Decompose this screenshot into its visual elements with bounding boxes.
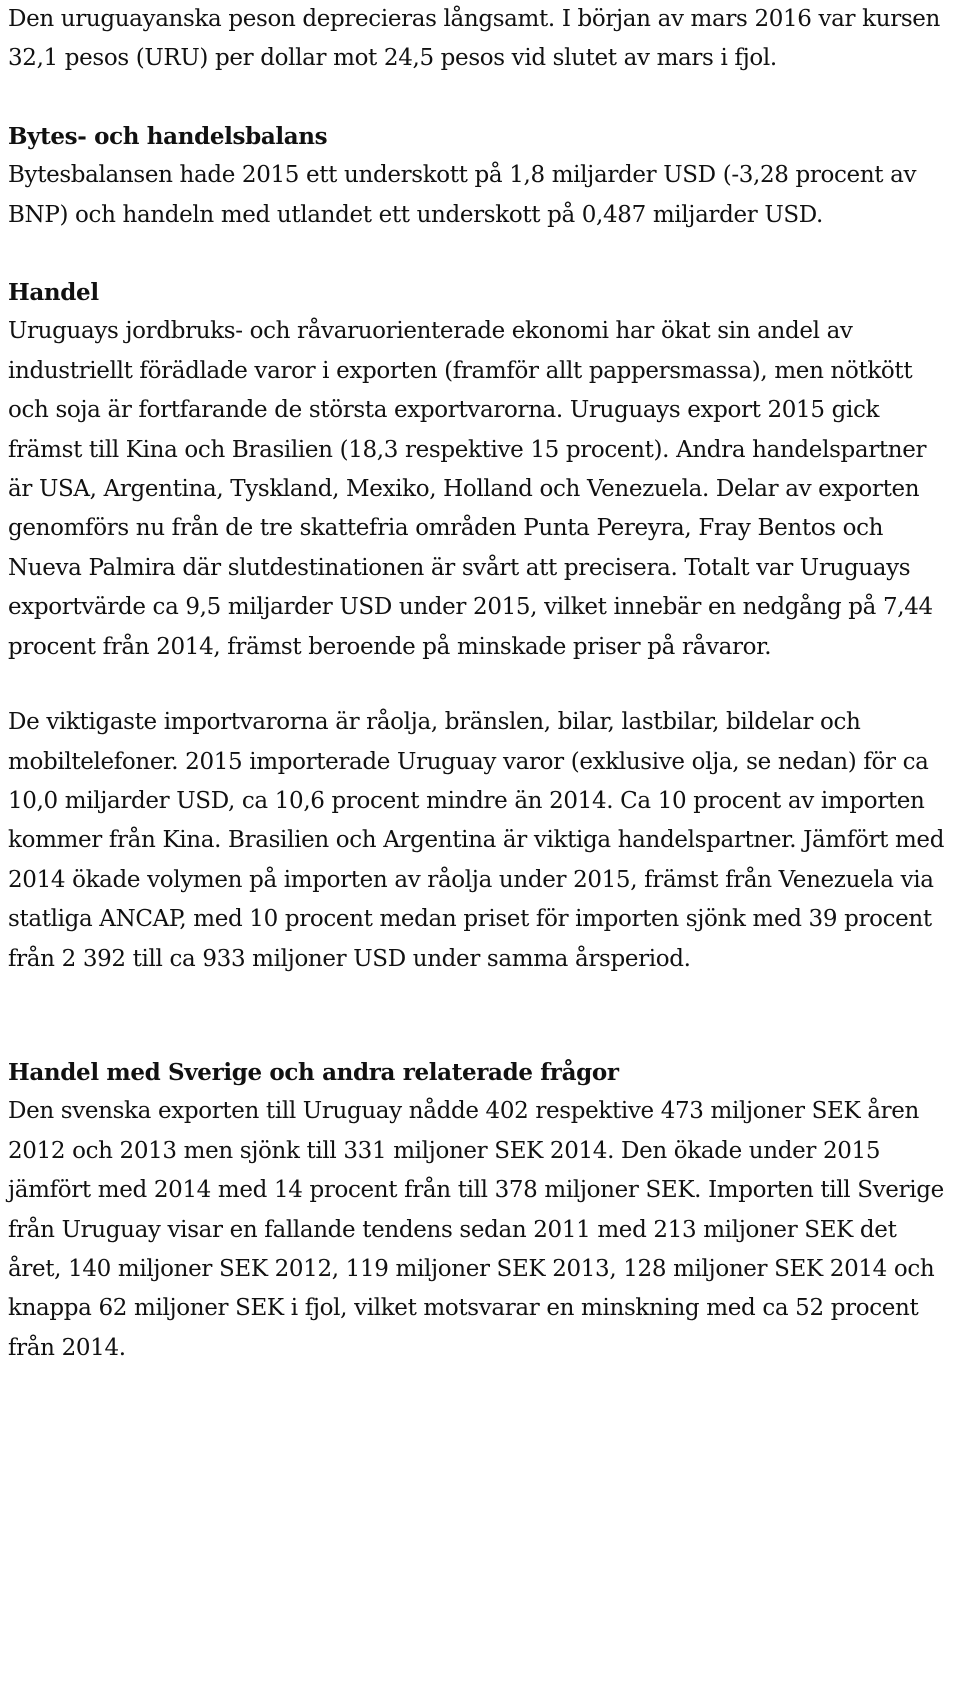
section-paragraph-imports: De viktigaste importvarorna är råolja, bränslen, bilar, lastbilar, bildelar och mobiltelefoner. 2015 importerade Uruguay varor (exklusive olja, se nedan) för ca 10,0 miljarder USD, ca 10,6 procent mindre än 2014. Ca 10 procent av importen kommer från Kina. Brasilien och Argentina är viktiga handelspartner. Jämfört med 2014 ökade volymen på importen av råolja under 2015, främst från Venezuela via statliga ANCAP, med 10 procent medan priset för importen sjönk med 39 procent från 2 392 till ca 933 miljoner USD under samma årsperiod.	[8, 709, 945, 972]
intro-paragraph: Den uruguayanska peson deprecieras långsamt. I början av mars 2016 var kursen 32,1 pesos (URU) per dollar mot 24,5 pesos vid slutet av mars i fjol.	[8, 6, 941, 72]
section-balance	[8, 117, 956, 235]
document-page	[8, 0, 956, 1368]
section-heading-sweden-trade: Handel med Sverige och andra relaterade frågor	[8, 1058, 619, 1086]
section-paragraph-sweden-trade: Den svenska exporten till Uruguay nådde 402 respektive 473 miljoner SEK åren 2012 och 2013 men sjönk till 331 miljoner SEK 2014. Den ökade under 2015 jämfört med 2014 med 14 procent från till 378 miljoner SEK. Importen till Sverige från Uruguay visar en fallande tendens sedan 2011 med 213 miljoner SEK det året, 140 miljoner SEK 2012, 119 miljoner SEK 2013, 128 miljoner SEK 2014 och knappa 62 miljoner SEK i fjol, vilket motsvarar en minskning med ca 52 procent från 2014.	[8, 1098, 944, 1361]
section-heading-trade: Handel	[8, 279, 99, 307]
section-sweden-trade	[8, 1053, 956, 1368]
section-imports	[8, 703, 956, 979]
section-paragraph-balance: Bytesbalansen hade 2015 ett underskott på 1,8 miljarder USD (-3,28 procent av BNP) och handeln med utlandet ett underskott på 0,487 miljarder USD.	[8, 162, 917, 228]
intro-section	[8, 0, 956, 79]
section-trade	[8, 273, 956, 667]
section-heading-balance: Bytes- och handelsbalans	[8, 122, 328, 150]
section-paragraph-trade: Uruguays jordbruks- och råvaruorienterade ekonomi har ökat sin andel av industriellt förädlade varor i exporten (framför allt pappersmassa), men nötkött och soja är fortfarande de största exportvarorna. Uruguays export 2015 gick främst till Kina och Brasilien (18,3 respektive 15 procent). Andra handelspartner är USA, Argentina, Tyskland, Mexiko, Holland och Venezuela. Delar av exporten genomförs nu från de tre skattefria områden Punta Pereyra, Fray Bentos och Nueva Palmira där slutdestinationen är svårt att precisera. Totalt var Uruguays exportvärde ca 9,5 miljarder USD under 2015, vilket innebär en nedgång på 7,44 procent från 2014, främst beroende på minskade priser på råvaror.	[8, 318, 933, 660]
